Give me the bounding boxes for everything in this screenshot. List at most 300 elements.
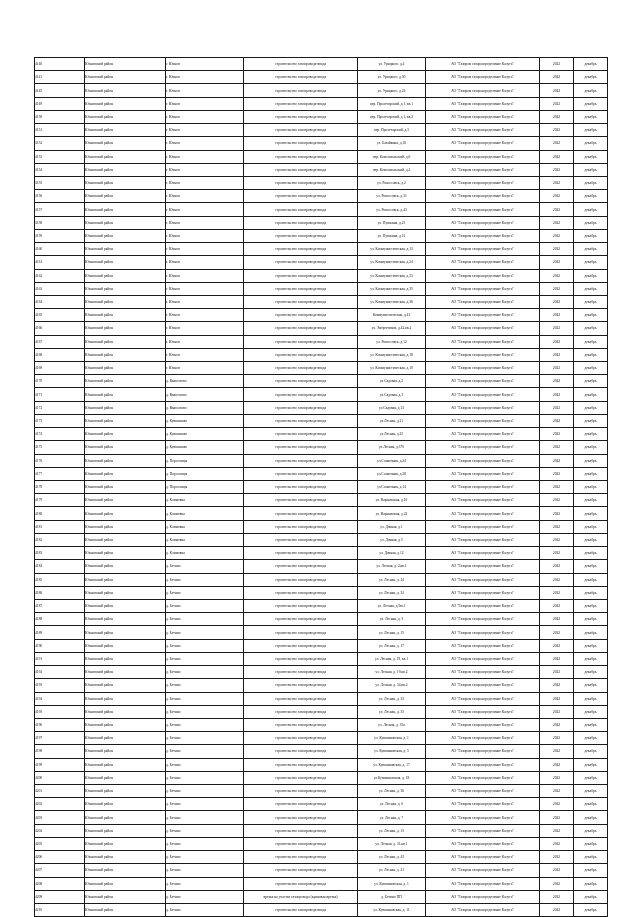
- table-row: [35, 110, 608, 123]
- locality-cell: д. Бетино: [166, 586, 244, 599]
- organization-cell: АО "Газпром газораспределение Калуга": [426, 718, 540, 731]
- work-type-cell: строительство газопровода-ввода: [244, 375, 358, 388]
- organization-cell: АО "Газпром газораспределение Калуга": [426, 71, 540, 84]
- row-number-cell: 4173: [35, 414, 85, 427]
- work-type-cell: строительство газопровода-ввода: [244, 745, 358, 758]
- work-type-cell: строительство газопровода-ввода: [244, 877, 358, 890]
- locality-cell: д. Бетино: [166, 652, 244, 665]
- table-row: [35, 626, 608, 639]
- locality-cell: г. Юхнов: [166, 97, 244, 110]
- organization-cell: АО "Газпром газораспределение Калуга": [426, 362, 540, 375]
- district-cell: Юхновский район: [85, 481, 166, 494]
- table-row: [35, 586, 608, 599]
- locality-cell: д. Выползово: [166, 388, 244, 401]
- year-cell: 2022: [540, 586, 574, 599]
- district-cell: Юхновский район: [85, 613, 166, 626]
- row-number-cell: 4205: [35, 837, 85, 850]
- address-cell: ул. Лесная, д. 7: [358, 811, 426, 824]
- address-cell: пер. Пролетарский, д.1, кв.2: [358, 110, 426, 123]
- district-cell: Юхновский район: [85, 137, 166, 150]
- table-row: [35, 428, 608, 441]
- table-row: [35, 745, 608, 758]
- locality-cell: д. Порослицы: [166, 481, 244, 494]
- district-cell: Юхновский район: [85, 586, 166, 599]
- month-cell: декабрь: [574, 718, 608, 731]
- address-cell: ул. Коммунистическая, д.18: [358, 348, 426, 361]
- locality-cell: д. Бетино: [166, 877, 244, 890]
- address-cell: ул.Солнечная, д.24: [358, 454, 426, 467]
- year-cell: 2022: [540, 613, 574, 626]
- locality-cell: г. Юхнов: [166, 216, 244, 229]
- month-cell: декабрь: [574, 322, 608, 335]
- row-number-cell: 4160: [35, 243, 85, 256]
- address-cell: ул. Кувшиновская, д. 5: [358, 745, 426, 758]
- year-cell: 2022: [540, 573, 574, 586]
- table-row: [35, 295, 608, 308]
- district-cell: Юхновский район: [85, 454, 166, 467]
- table-row: [35, 732, 608, 745]
- address-cell: ул. Лесная, д. 19, кв.1: [358, 652, 426, 665]
- year-cell: 2022: [540, 824, 574, 837]
- year-cell: 2022: [540, 150, 574, 163]
- address-cell: ул. Варшавская, д.16: [358, 494, 426, 507]
- year-cell: 2022: [540, 256, 574, 269]
- organization-cell: АО "Газпром газораспределение Калуга": [426, 692, 540, 705]
- table-row: [35, 348, 608, 361]
- organization-cell: АО "Газпром газораспределение Калуга": [426, 666, 540, 679]
- table-row: [35, 388, 608, 401]
- work-type-cell: строительство газопровода-ввода: [244, 666, 358, 679]
- month-cell: декабрь: [574, 639, 608, 652]
- table-row: [35, 467, 608, 480]
- row-number-cell: 4177: [35, 467, 85, 480]
- month-cell: декабрь: [574, 877, 608, 890]
- work-type-cell: строительство газопровода-ввода: [244, 163, 358, 176]
- address-cell: ул. Рокоссовск, д.12: [358, 335, 426, 348]
- row-number-cell: 4198: [35, 745, 85, 758]
- work-type-cell: строительство газопровода-ввода: [244, 216, 358, 229]
- district-cell: Юхновский район: [85, 335, 166, 348]
- district-cell: Юхновский район: [85, 692, 166, 705]
- work-type-cell: строительство газопровода-ввода: [244, 97, 358, 110]
- organization-cell: АО "Газпром газораспределение Калуга": [426, 520, 540, 533]
- organization-cell: АО "Газпром газораспределение Калуга": [426, 494, 540, 507]
- month-cell: декабрь: [574, 216, 608, 229]
- locality-cell: д. Выползово: [166, 375, 244, 388]
- work-type-cell: строительство газопровода-ввода: [244, 110, 358, 123]
- district-cell: Юхновский район: [85, 216, 166, 229]
- table-row: [35, 414, 608, 427]
- address-cell: ул. Лесная, д. 2,кв.1: [358, 560, 426, 573]
- year-cell: 2022: [540, 322, 574, 335]
- month-cell: декабрь: [574, 362, 608, 375]
- table-row: [35, 639, 608, 652]
- work-type-cell: строительство газопровода-ввода: [244, 573, 358, 586]
- table-row: [35, 243, 608, 256]
- work-type-cell: строительство газопровода-ввода: [244, 533, 358, 546]
- table-row: [35, 824, 608, 837]
- organization-cell: АО "Газпром газораспределение Калуга": [426, 507, 540, 520]
- address-cell: ул. Пушкина, д.21: [358, 216, 426, 229]
- month-cell: декабрь: [574, 599, 608, 612]
- year-cell: 2022: [540, 692, 574, 705]
- month-cell: декабрь: [574, 97, 608, 110]
- row-number-cell: 4171: [35, 388, 85, 401]
- work-type-cell: строительство газопровода-ввода: [244, 256, 358, 269]
- table-row: [35, 877, 608, 890]
- locality-cell: д. Климовка: [166, 533, 244, 546]
- table-row: [35, 203, 608, 216]
- district-cell: Юхновский район: [85, 282, 166, 295]
- year-cell: 2022: [540, 890, 574, 903]
- month-cell: декабрь: [574, 295, 608, 308]
- locality-cell: д. Климовка: [166, 507, 244, 520]
- work-type-cell: строительство газопровода-ввода: [244, 718, 358, 731]
- table-row: [35, 190, 608, 203]
- district-cell: Юхновский район: [85, 309, 166, 322]
- month-cell: декабрь: [574, 705, 608, 718]
- row-number-cell: 4141: [35, 71, 85, 84]
- work-type-cell: строительство газопровода-ввода: [244, 732, 358, 745]
- year-cell: 2022: [540, 851, 574, 864]
- district-cell: Юхновский район: [85, 732, 166, 745]
- year-cell: 2022: [540, 269, 574, 282]
- organization-cell: АО "Газпром газораспределение Калуга": [426, 256, 540, 269]
- month-cell: декабрь: [574, 375, 608, 388]
- row-number-cell: 4157: [35, 203, 85, 216]
- table-row: [35, 282, 608, 295]
- locality-cell: д. Бетино: [166, 626, 244, 639]
- year-cell: 2022: [540, 282, 574, 295]
- month-cell: декабрь: [574, 547, 608, 560]
- table-row: [35, 375, 608, 388]
- work-type-cell: строительство газопровода-ввода: [244, 560, 358, 573]
- year-cell: 2022: [540, 785, 574, 798]
- address-cell: ул.Лесная, д.37б: [358, 441, 426, 454]
- year-cell: 2022: [540, 599, 574, 612]
- district-cell: Юхновский район: [85, 295, 166, 308]
- organization-cell: АО "Газпром газораспределение Калуга": [426, 137, 540, 150]
- work-type-cell: строительство газопровода-ввода: [244, 322, 358, 335]
- row-number-cell: 4145: [35, 84, 85, 97]
- month-cell: декабрь: [574, 428, 608, 441]
- row-number-cell: 4167: [35, 335, 85, 348]
- locality-cell: д. Кувшиново: [166, 414, 244, 427]
- address-cell: ул. Лесная, д. 15: [358, 626, 426, 639]
- row-number-cell: 4192: [35, 666, 85, 679]
- locality-cell: д. Бетино: [166, 599, 244, 612]
- month-cell: декабрь: [574, 652, 608, 665]
- organization-cell: АО "Газпром газораспределение Калуга": [426, 547, 540, 560]
- table-row: [35, 256, 608, 269]
- table-row: [35, 335, 608, 348]
- address-cell: ул. Кувшиновская, д. 11: [358, 904, 426, 917]
- address-cell: ул. Дачная, д.12: [358, 547, 426, 560]
- year-cell: 2022: [540, 467, 574, 480]
- locality-cell: д. Бетино: [166, 771, 244, 784]
- month-cell: декабрь: [574, 124, 608, 137]
- month-cell: декабрь: [574, 190, 608, 203]
- work-type-cell: строительство газопровода-ввода: [244, 613, 358, 626]
- year-cell: 2022: [540, 414, 574, 427]
- row-number-cell: 4174: [35, 428, 85, 441]
- work-type-cell: строительство газопровода-ввода: [244, 520, 358, 533]
- month-cell: декабрь: [574, 71, 608, 84]
- year-cell: 2022: [540, 190, 574, 203]
- month-cell: декабрь: [574, 348, 608, 361]
- work-type-cell: строительство газопровода-ввода: [244, 652, 358, 665]
- month-cell: декабрь: [574, 309, 608, 322]
- address-cell: ул. Лесная, д. 41: [358, 864, 426, 877]
- row-number-cell: 4154: [35, 163, 85, 176]
- row-number-cell: 4207: [35, 864, 85, 877]
- work-type-cell: строительство газопровода-ввода: [244, 441, 358, 454]
- work-type-cell: строительство газопровода-ввода: [244, 705, 358, 718]
- row-number-cell: 4183: [35, 547, 85, 560]
- work-type-cell: строительство газопровода-ввода: [244, 692, 358, 705]
- month-cell: декабрь: [574, 441, 608, 454]
- year-cell: 2022: [540, 758, 574, 771]
- locality-cell: г. Юхнов: [166, 110, 244, 123]
- district-cell: Юхновский район: [85, 652, 166, 665]
- table-row: [35, 785, 608, 798]
- row-number-cell: 4202: [35, 798, 85, 811]
- locality-cell: д. Бетино: [166, 679, 244, 692]
- district-cell: Юхновский район: [85, 84, 166, 97]
- organization-cell: АО "Газпром газораспределение Калуга": [426, 864, 540, 877]
- address-cell: ул.Садовая, д.3: [358, 388, 426, 401]
- district-cell: Юхновский район: [85, 110, 166, 123]
- row-number-cell: 4204: [35, 824, 85, 837]
- work-type-cell: строительство газопровода-ввода: [244, 494, 358, 507]
- year-cell: 2022: [540, 798, 574, 811]
- row-number-cell: 4210: [35, 904, 85, 917]
- district-cell: Юхновский район: [85, 718, 166, 731]
- district-cell: Юхновский район: [85, 705, 166, 718]
- table-row: [35, 771, 608, 784]
- address-cell: ул. Лесная, д. 17: [358, 639, 426, 652]
- row-number-cell: 4185: [35, 573, 85, 586]
- work-type-cell: строительство газопровода-ввода: [244, 335, 358, 348]
- table-row: [35, 692, 608, 705]
- organization-cell: АО "Газпром газораспределение Калуга": [426, 811, 540, 824]
- organization-cell: АО "Газпром газораспределение Калуга": [426, 401, 540, 414]
- district-cell: Юхновский район: [85, 362, 166, 375]
- locality-cell: д. Бетино: [166, 837, 244, 850]
- work-type-cell: строительство газопровода-ввода: [244, 824, 358, 837]
- table-row: [35, 401, 608, 414]
- row-number-cell: 4149: [35, 97, 85, 110]
- address-cell: ул. Кувшиновская, д. 1: [358, 877, 426, 890]
- year-cell: 2022: [540, 547, 574, 560]
- district-cell: Юхновский район: [85, 626, 166, 639]
- district-cell: Юхновский район: [85, 163, 166, 176]
- organization-cell: АО "Газпром газораспределение Калуга": [426, 428, 540, 441]
- locality-cell: г. Юхнов: [166, 229, 244, 242]
- organization-cell: АО "Газпром газораспределение Калуга": [426, 626, 540, 639]
- organization-cell: АО "Газпром газораспределение Калуга": [426, 163, 540, 176]
- month-cell: декабрь: [574, 771, 608, 784]
- year-cell: 2022: [540, 507, 574, 520]
- row-number-cell: 4188: [35, 613, 85, 626]
- row-number-cell: 4150: [35, 110, 85, 123]
- row-number-cell: 4161: [35, 256, 85, 269]
- year-cell: 2022: [540, 494, 574, 507]
- locality-cell: д. Бетино: [166, 639, 244, 652]
- district-cell: Юхновский район: [85, 533, 166, 546]
- organization-cell: АО "Газпром газораспределение Калуга": [426, 243, 540, 256]
- year-cell: 2022: [540, 877, 574, 890]
- district-cell: Юхновский район: [85, 771, 166, 784]
- row-number-cell: 4199: [35, 758, 85, 771]
- district-cell: Юхновский район: [85, 348, 166, 361]
- organization-cell: АО "Газпром газораспределение Калуга": [426, 229, 540, 242]
- work-type-cell: строительство газопровода-ввода: [244, 454, 358, 467]
- row-number-cell: 4184: [35, 560, 85, 573]
- works-table-body: [35, 58, 608, 917]
- table-row: [35, 811, 608, 824]
- address-cell: ул. Лесная, д. 33: [358, 692, 426, 705]
- row-number-cell: 4162: [35, 269, 85, 282]
- address-cell: д. Бетино ПП: [358, 890, 426, 903]
- address-cell: ул.Лесная, д.21: [358, 414, 426, 427]
- month-cell: декабрь: [574, 904, 608, 917]
- organization-cell: АО "Газпром газораспределение Калуга": [426, 176, 540, 189]
- locality-cell: д. Бетино: [166, 785, 244, 798]
- district-cell: Юхновский район: [85, 679, 166, 692]
- locality-cell: г. Юхнов: [166, 295, 244, 308]
- month-cell: декабрь: [574, 692, 608, 705]
- table-row: [35, 837, 608, 850]
- table-row: [35, 547, 608, 560]
- address-cell: ул. Рокоссовск, д.2: [358, 176, 426, 189]
- work-type-cell: строительство газопровода-ввода: [244, 837, 358, 850]
- work-type-cell: строительство газопровода-ввода: [244, 243, 358, 256]
- locality-cell: д. Кувшиново: [166, 441, 244, 454]
- month-cell: декабрь: [574, 626, 608, 639]
- work-type-cell: строительство газопровода-ввода: [244, 124, 358, 137]
- month-cell: декабрь: [574, 243, 608, 256]
- organization-cell: АО "Газпром газораспределение Калуга": [426, 322, 540, 335]
- year-cell: 2022: [540, 295, 574, 308]
- year-cell: 2022: [540, 71, 574, 84]
- table-row: [35, 441, 608, 454]
- year-cell: 2022: [540, 626, 574, 639]
- locality-cell: г. Юхнов: [166, 322, 244, 335]
- district-cell: Юхновский район: [85, 494, 166, 507]
- organization-cell: АО "Газпром газораспределение Калуга": [426, 745, 540, 758]
- locality-cell: д. Бетино: [166, 904, 244, 917]
- work-type-cell: строительство газопровода-ввода: [244, 176, 358, 189]
- row-number-cell: 4169: [35, 362, 85, 375]
- month-cell: декабрь: [574, 256, 608, 269]
- month-cell: декабрь: [574, 163, 608, 176]
- row-number-cell: 4170: [35, 375, 85, 388]
- locality-cell: д. Порослицы: [166, 454, 244, 467]
- work-type-cell: строительство газопровода-ввода: [244, 229, 358, 242]
- work-type-cell: строительство газопровода-ввода: [244, 626, 358, 639]
- table-row: [35, 124, 608, 137]
- month-cell: декабрь: [574, 666, 608, 679]
- works-table: [34, 57, 608, 917]
- month-cell: декабрь: [574, 573, 608, 586]
- work-type-cell: строительство газопровода-ввода: [244, 507, 358, 520]
- year-cell: 2022: [540, 428, 574, 441]
- organization-cell: АО "Газпром газораспределение Калуга": [426, 877, 540, 890]
- year-cell: 2022: [540, 652, 574, 665]
- table-row: [35, 229, 608, 242]
- address-cell: ул. Коммунистическая, д.24: [358, 256, 426, 269]
- row-number-cell: 4193: [35, 679, 85, 692]
- year-cell: 2022: [540, 560, 574, 573]
- locality-cell: г. Юхнов: [166, 282, 244, 295]
- district-cell: Юхновский район: [85, 573, 166, 586]
- year-cell: 2022: [540, 745, 574, 758]
- district-cell: Юхновский район: [85, 811, 166, 824]
- organization-cell: АО "Газпром газораспределение Калуга": [426, 560, 540, 573]
- row-number-cell: 4140: [35, 58, 85, 71]
- address-cell: ул. Лесная, д. 5: [358, 613, 426, 626]
- address-cell: ул. Базайкина, д.10: [358, 137, 426, 150]
- district-cell: Юхновский район: [85, 547, 166, 560]
- address-cell: ул. Пушкина, д.12: [358, 229, 426, 242]
- organization-cell: АО "Газпром газораспределение Калуга": [426, 467, 540, 480]
- address-cell: ул. Лесная, д. 31,кв.1: [358, 837, 426, 850]
- address-cell: ул.Лесная, д.25: [358, 428, 426, 441]
- year-cell: 2022: [540, 348, 574, 361]
- month-cell: декабрь: [574, 586, 608, 599]
- work-type-cell: строительство газопровода-ввода: [244, 309, 358, 322]
- locality-cell: д. Климовка: [166, 547, 244, 560]
- year-cell: 2022: [540, 137, 574, 150]
- work-type-cell: строительство газопровода-ввода: [244, 639, 358, 652]
- work-type-cell: строительство газопровода-ввода: [244, 71, 358, 84]
- organization-cell: АО "Газпром газораспределение Калуга": [426, 375, 540, 388]
- district-cell: Юхновский район: [85, 441, 166, 454]
- district-cell: Юхновский район: [85, 190, 166, 203]
- organization-cell: АО "Газпром газораспределение Калуга": [426, 613, 540, 626]
- table-row: [35, 322, 608, 335]
- organization-cell: АО "Газпром газораспределение Калуга": [426, 533, 540, 546]
- district-cell: Юхновский район: [85, 428, 166, 441]
- locality-cell: г. Юхнов: [166, 58, 244, 71]
- locality-cell: д. Бетино: [166, 573, 244, 586]
- year-cell: 2022: [540, 481, 574, 494]
- address-cell: ул. Урицкого, д.30: [358, 71, 426, 84]
- address-cell: ул. Лесная, д. 35: [358, 705, 426, 718]
- table-row: [35, 890, 608, 903]
- address-cell: ул. Дачная, д.5: [358, 533, 426, 546]
- table-row: [35, 137, 608, 150]
- organization-cell: АО "Газпром газораспределение Калуга": [426, 269, 540, 282]
- district-cell: Юхновский район: [85, 243, 166, 256]
- row-number-cell: 4180: [35, 507, 85, 520]
- address-cell: ул. Дачная, д.1: [358, 520, 426, 533]
- organization-cell: АО "Газпром газораспределение Калуга": [426, 771, 540, 784]
- organization-cell: АО "Газпром газораспределение Калуга": [426, 124, 540, 137]
- district-cell: Юхновский район: [85, 798, 166, 811]
- district-cell: Юхновский район: [85, 176, 166, 189]
- locality-cell: д. Бетино: [166, 613, 244, 626]
- month-cell: декабрь: [574, 890, 608, 903]
- year-cell: 2022: [540, 163, 574, 176]
- row-number-cell: 4176: [35, 454, 85, 467]
- year-cell: 2022: [540, 203, 574, 216]
- row-number-cell: 4163: [35, 282, 85, 295]
- table-row: [35, 150, 608, 163]
- row-number-cell: 4196: [35, 718, 85, 731]
- locality-cell: д. Бетино: [166, 705, 244, 718]
